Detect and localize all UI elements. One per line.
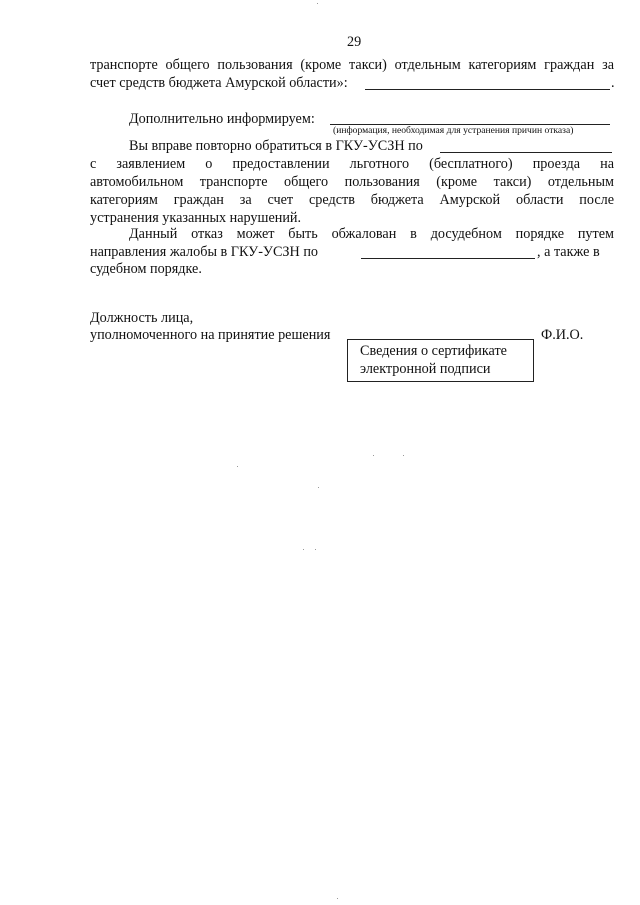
scan-speck [403, 455, 404, 456]
reapply-text-line: категориям граждан за счет средств бюджета Амурской области после [90, 192, 614, 208]
additional-label: Дополнительно информируем: [129, 111, 315, 127]
intro-line-end: . [611, 75, 615, 91]
reapply-line-1: Вы вправе повторно обратиться в ГКУ-УСЗН по [129, 138, 423, 154]
official-position-line-1: Должность лица, [90, 310, 194, 326]
intro-line-2: счет средств бюджета Амурской области»: [90, 75, 348, 91]
scan-speck [315, 549, 316, 550]
additional-caption: (информация, необходимая для устранения причин отказа) [333, 125, 574, 136]
signature-certificate-box [347, 339, 534, 382]
intro-line-1: транспорте общего пользования (кроме такси) отдельным категориям граждан за [90, 57, 614, 73]
page-number: 29 [347, 34, 362, 50]
reapply-last-line: устранения указанных нарушений. [90, 210, 302, 226]
scan-speck [337, 898, 338, 899]
appeal-line-2: направления жалобы в ГКУ-УСЗН по [90, 244, 319, 260]
certificate-line-2: электронной подписи [360, 361, 491, 377]
scan-speck [303, 549, 304, 550]
reapply-paragraph [90, 155, 614, 209]
scan-speck [317, 3, 318, 4]
reapply-text-line: автомобильном транспорте общего пользования (кроме такси) отдельным [90, 174, 614, 190]
appeal-line-3: судебном порядке. [90, 261, 202, 277]
scan-speck [237, 466, 238, 467]
official-position-line-2: уполномоченного на принятие решения [90, 327, 331, 343]
appeal-blank-line [361, 258, 535, 259]
appeal-line-1: Данный отказ может быть обжалован в досудебном порядке путем [129, 226, 614, 242]
scan-speck [318, 487, 319, 488]
appeal-line-2-end: , а также в [537, 244, 600, 260]
scan-speck [373, 455, 374, 456]
reapply-blank-line [440, 152, 612, 153]
certificate-line-1: Сведения о сертификате [360, 343, 507, 359]
fio-label: Ф.И.О. [541, 327, 584, 343]
reapply-text-line: с заявлением о предоставлении льготного (бесплатного) проезда на [90, 156, 614, 172]
intro-blank-line [365, 89, 610, 90]
